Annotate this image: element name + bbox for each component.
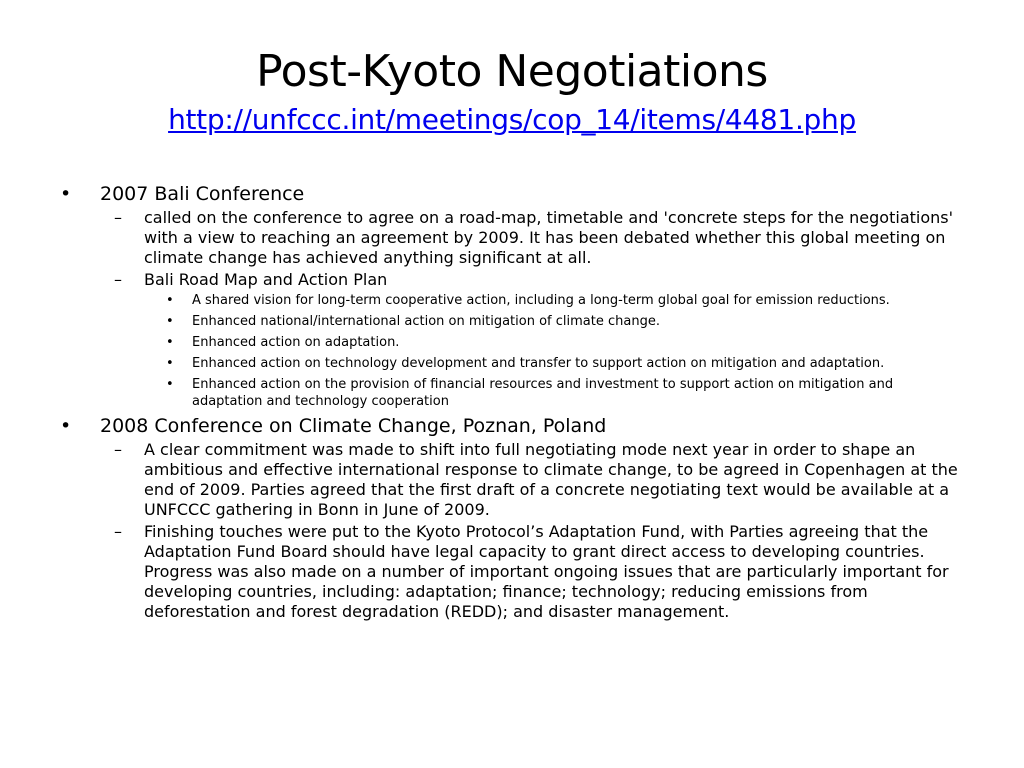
slide-content (60, 182, 965, 624)
bullet-dot-icon: • (60, 183, 72, 205)
sub-bullet-item (100, 208, 965, 268)
sub-sub-bullet-text: Enhanced action on adaptation. (192, 335, 400, 350)
title-block (40, 44, 984, 138)
bullet-list (60, 182, 965, 622)
sub-bullet-list (100, 208, 965, 410)
dash-icon: – (114, 522, 122, 541)
reference-link[interactable]: http://unfccc.int/meetings/cop_14/items/4481.php (168, 103, 856, 136)
sub-sub-bullet-item (144, 292, 965, 309)
sub-bullet-item (100, 440, 965, 520)
sub-bullet-text: Bali Road Map and Action Plan (144, 270, 388, 289)
bullet-dot-icon: • (166, 293, 174, 308)
dash-icon: – (114, 440, 122, 459)
sub-sub-bullet-list (144, 292, 965, 410)
sub-bullet-text: A clear commitment was made to shift into full negotiating mode next year in order to shape an ambitious and effective international response to climate change, to be agreed in Copenhagen at the end of 2009. Parties agreed that the first draft of a concrete negotiating text would be available at a UNFCCC gathering in Bonn in June of 2009. (144, 440, 958, 519)
dash-icon: – (114, 208, 122, 227)
sub-bullet-item (100, 270, 965, 410)
sub-sub-bullet-item (144, 376, 965, 410)
dash-icon: – (114, 270, 122, 289)
bullet-item (60, 182, 965, 410)
sub-bullet-list (100, 440, 965, 622)
sub-bullet-item (100, 522, 965, 622)
sub-bullet-text: Finishing touches were put to the Kyoto Protocol’s Adaptation Fund, with Parties agreeing that the Adaptation Fund Board should have legal capacity to grant direct access to developing countries. Progress was also made on a number of important ongoing issues that are particularly important for developing countries, including: adaptation; finance; technology; reducing emissions from deforestation and forest degradation (REDD); and disaster management. (144, 522, 949, 621)
sub-sub-bullet-text: Enhanced action on the provision of financial resources and investment to support action on mitigation and adaptation and technology cooperation (192, 377, 894, 409)
bullet-dot-icon: • (166, 377, 174, 392)
sub-sub-bullet-item (144, 334, 965, 351)
sub-sub-bullet-text: Enhanced action on technology development and transfer to support action on mitigation and adaptation. (192, 356, 885, 371)
bullet-dot-icon: • (166, 335, 174, 350)
sub-sub-bullet-text: A shared vision for long-term cooperative action, including a long-term global goal for emission reductions. (192, 293, 890, 308)
sub-sub-bullet-item (144, 355, 965, 372)
bullet-dot-icon: • (166, 314, 174, 329)
bullet-dot-icon: • (60, 415, 72, 437)
sub-sub-bullet-item (144, 313, 965, 330)
bullet-heading: 2007 Bali Conference (100, 183, 305, 205)
sub-bullet-text: called on the conference to agree on a road-map, timetable and 'concrete steps for the negotiations' with a view to reaching an agreement by 2009. It has been debated whether this global meeting on climate change has achieved anything significant at all. (144, 208, 953, 267)
sub-sub-bullet-text: Enhanced national/international action on mitigation of climate change. (192, 314, 660, 329)
slide-title: Post-Kyoto Negotiations (256, 46, 768, 97)
bullet-heading: 2008 Conference on Climate Change, Poznan, Poland (100, 415, 607, 437)
bullet-dot-icon: • (166, 356, 174, 371)
bullet-item (60, 414, 965, 622)
